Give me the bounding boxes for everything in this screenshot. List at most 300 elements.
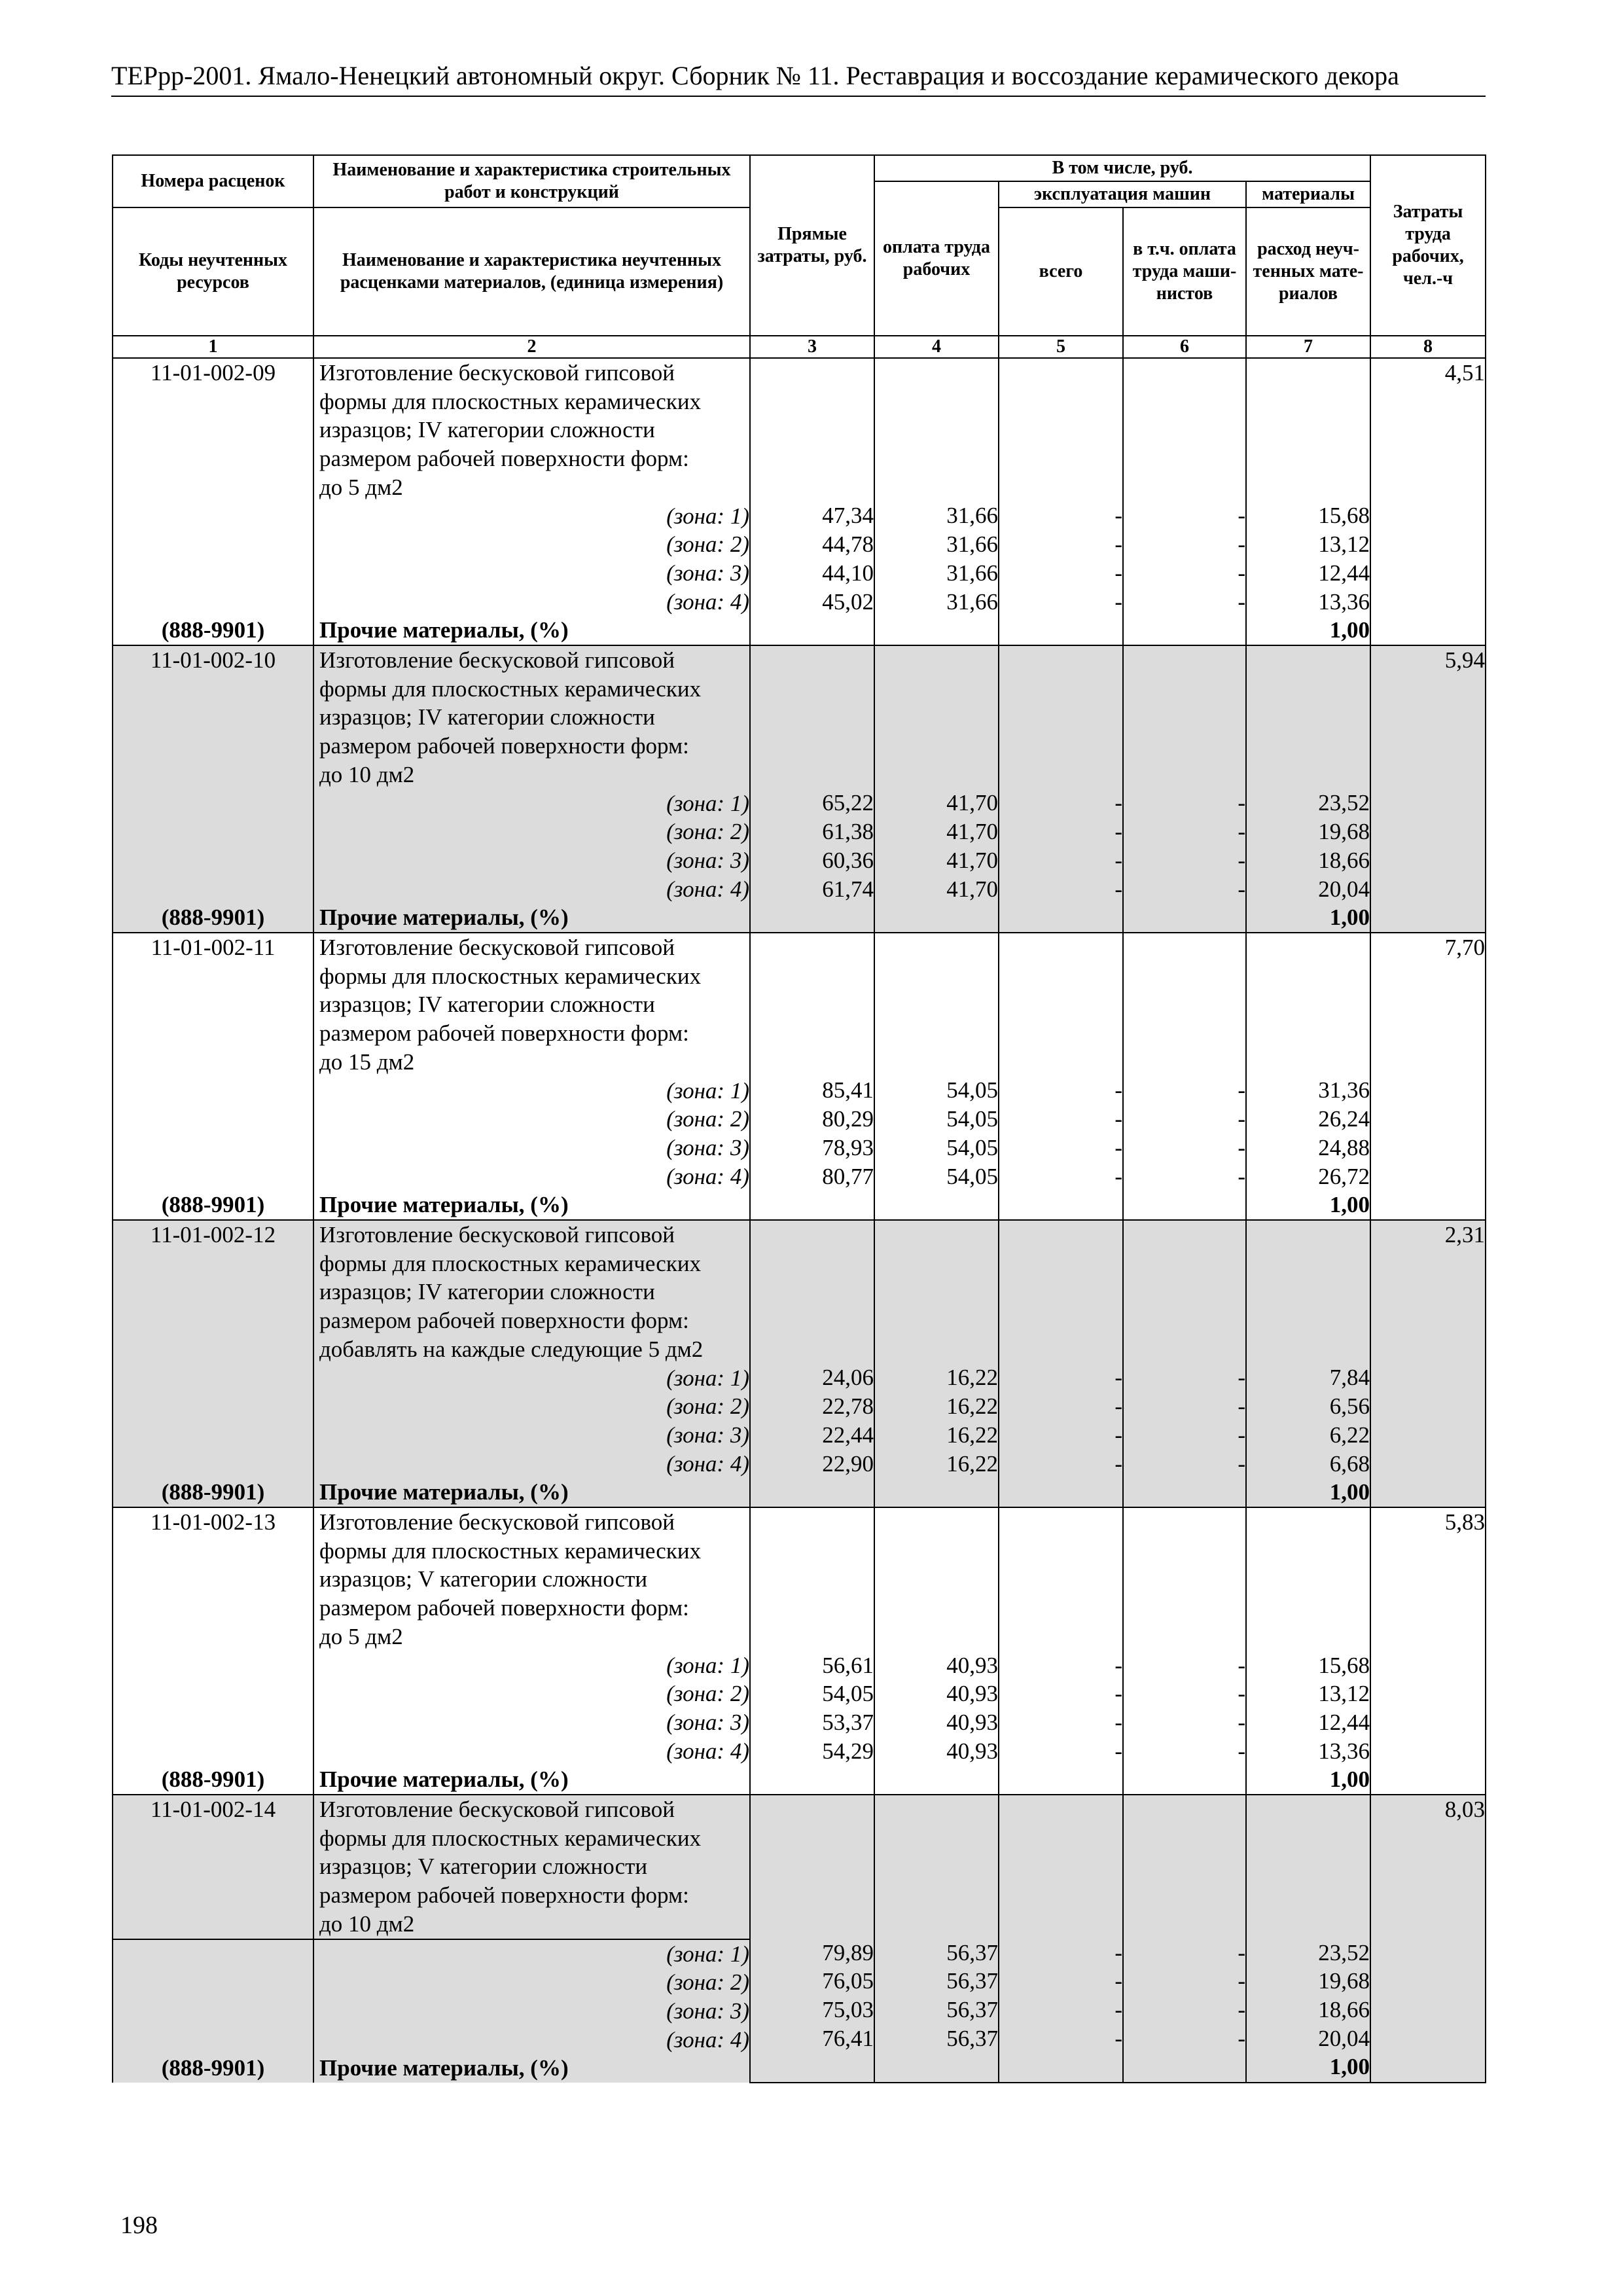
spacer — [875, 1795, 998, 1824]
description-line: изразцов; IV категории сложности — [319, 1279, 655, 1305]
zone-code-cell — [113, 1997, 313, 2026]
operator-pay-cell — [1123, 1507, 1246, 1795]
zone-direct-value: 53,37 — [822, 1709, 874, 1735]
spacer — [875, 1335, 998, 1364]
spacer — [1247, 1019, 1370, 1048]
spacer — [999, 1249, 1122, 1278]
zone-operators-value: - — [1238, 1163, 1245, 1189]
zone-code-cell — [113, 1679, 313, 1708]
spacer — [999, 1881, 1122, 1910]
spacer — [751, 933, 874, 962]
rate-code: 11-01-002-13 — [150, 1509, 276, 1535]
other-materials-name: Прочие материалы, (%) — [313, 903, 750, 933]
zone-label: (зона: 3) — [313, 1421, 750, 1450]
zone-materials-value: 26,72 — [1318, 1163, 1370, 1189]
zone-materials-value: 20,04 — [1318, 876, 1370, 902]
zone-pay-value: 54,05 — [946, 1163, 998, 1189]
zone-materials-value: 20,04 — [1318, 2025, 1370, 2051]
description-line: размером рабочей поверхности форм: — [319, 1308, 689, 1334]
zone-pay-value: 31,66 — [946, 560, 998, 586]
rate-code-cell — [113, 1795, 313, 1939]
spacer — [1247, 933, 1370, 962]
zone-code-cell — [113, 789, 313, 818]
zone-operators-value: - — [1238, 790, 1245, 816]
zone-machines-value: - — [1115, 1681, 1122, 1707]
spacer — [1124, 962, 1245, 991]
resource-code: (888-9901) — [113, 1478, 313, 1507]
spacer — [875, 1249, 998, 1278]
description-line: до 15 дм2 — [319, 1049, 415, 1075]
operator-pay-cell — [1123, 933, 1246, 1220]
spacer — [1124, 1221, 1245, 1249]
zone-machines-value: - — [1115, 1163, 1122, 1189]
col-number: 8 — [1370, 336, 1486, 358]
col-number: 2 — [313, 336, 750, 358]
zone-label: (зона: 3) — [313, 846, 750, 875]
materials-cell — [1246, 1795, 1370, 2083]
zone-direct-value: 22,78 — [822, 1393, 874, 1420]
zone-operators-value: - — [1238, 531, 1245, 558]
header-incl-operator-pay: в т.ч. оплата труда маши-нистов — [1123, 207, 1246, 336]
spacer — [999, 444, 1122, 473]
spacer — [999, 675, 1122, 704]
col-number: 4 — [874, 336, 999, 358]
spacer — [751, 1335, 874, 1364]
zone-materials-value: 19,68 — [1318, 1968, 1370, 1994]
spacer — [1247, 732, 1370, 761]
zone-operators-value: - — [1238, 2025, 1245, 2051]
rates-table — [112, 154, 1486, 2083]
spacer — [875, 1306, 998, 1335]
description-line: до 10 дм2 — [319, 761, 415, 787]
description-line: формы для плоскостных керамических — [319, 963, 702, 989]
rate-item-row — [113, 933, 1486, 1077]
zone-label: (зона: 4) — [313, 588, 750, 617]
rate-code: 11-01-002-11 — [151, 935, 276, 961]
spacer — [1124, 1881, 1245, 1910]
zone-label: (зона: 2) — [313, 1679, 750, 1708]
spacer — [751, 990, 874, 1019]
machines-cell — [999, 645, 1123, 933]
spacer — [751, 962, 874, 991]
zone-pay-value: 56,37 — [946, 1996, 998, 2022]
description-line: Изготовление бескусковой гипсовой — [319, 1797, 675, 1823]
spacer — [999, 473, 1122, 502]
spacer — [999, 387, 1122, 416]
spacer — [1247, 1910, 1370, 1939]
header-rule — [111, 96, 1486, 97]
machines-cell — [999, 1795, 1123, 2083]
spacer — [999, 990, 1122, 1019]
spacer — [1124, 646, 1245, 675]
description-line: Изготовление бескусковой гипсовой — [319, 935, 675, 961]
spacer — [1247, 1048, 1370, 1077]
spacer — [1124, 675, 1245, 704]
spacer — [751, 703, 874, 732]
zone-materials-value: 15,68 — [1318, 1652, 1370, 1678]
labor-cost: 7,70 — [1444, 935, 1486, 961]
direct-cost-cell — [750, 1507, 874, 1795]
zone-direct-value: 44,10 — [822, 560, 874, 586]
description-line: изразцов; V категории сложности — [319, 1854, 648, 1880]
zone-pay-value: 40,93 — [946, 1681, 998, 1707]
header-direct-costs: Прямые затраты, руб. — [750, 155, 874, 336]
labor-cost: 5,94 — [1444, 647, 1486, 673]
zone-label: (зона: 4) — [313, 2026, 750, 2054]
rate-description — [313, 358, 750, 502]
zone-machines-value: - — [1115, 1422, 1122, 1448]
spacer — [1247, 1565, 1370, 1594]
zone-operators-value: - — [1238, 1077, 1245, 1103]
spacer — [1124, 1048, 1245, 1077]
materials-cell — [1246, 645, 1370, 933]
spacer — [999, 703, 1122, 732]
spacer — [875, 387, 998, 416]
zone-code-cell — [113, 1162, 313, 1191]
zone-machines-value: - — [1115, 503, 1122, 529]
zone-pay-value: 31,66 — [946, 531, 998, 558]
zone-machines-value: - — [1115, 1939, 1122, 1965]
zone-label: (зона: 2) — [313, 1968, 750, 1997]
spacer — [751, 1306, 874, 1335]
zone-machines-value: - — [1115, 1738, 1122, 1764]
resource-code: (888-9901) — [113, 2054, 313, 2083]
rate-description — [313, 933, 750, 1077]
spacer — [1124, 1537, 1245, 1566]
spacer — [751, 1019, 874, 1048]
zone-direct-value: 47,34 — [822, 503, 874, 529]
zone-operators-value: - — [1238, 1365, 1245, 1391]
header-worker-pay: оплата труда рабочих — [874, 181, 999, 336]
zone-materials-value: 18,66 — [1318, 847, 1370, 873]
zone-materials-value: 26,24 — [1318, 1106, 1370, 1132]
zone-materials-value: 12,44 — [1318, 560, 1370, 586]
zone-label: (зона: 1) — [313, 1939, 750, 1969]
spacer — [1247, 761, 1370, 789]
rate-code-cell — [113, 933, 313, 1077]
description-line: добавлять на каждые следующие 5 дм2 — [319, 1336, 704, 1362]
worker-pay-cell — [874, 1795, 999, 2083]
zone-operators-value: - — [1238, 1134, 1245, 1160]
spacer — [1247, 646, 1370, 675]
resource-code: (888-9901) — [113, 616, 313, 645]
other-materials-name: Прочие материалы, (%) — [313, 1478, 750, 1507]
description-line: до 5 дм2 — [319, 474, 403, 500]
spacer — [999, 1221, 1122, 1249]
spacer — [875, 1623, 998, 1651]
header-work-name: Наименование и характеристика строительных работ и конструкций — [313, 155, 750, 207]
header-including: В том числе, руб. — [874, 155, 1370, 181]
spacer — [1247, 1306, 1370, 1335]
zone-label: (зона: 2) — [313, 817, 750, 846]
spacer — [1247, 675, 1370, 704]
rate-code-cell — [113, 645, 313, 789]
zone-label: (зона: 1) — [313, 1364, 750, 1393]
spacer — [999, 1824, 1122, 1853]
zone-machines-value: - — [1115, 1106, 1122, 1132]
zone-machines-value: - — [1115, 1968, 1122, 1994]
spacer — [751, 473, 874, 502]
zone-code-cell — [113, 2026, 313, 2054]
zone-pay-value: 40,93 — [946, 1738, 998, 1764]
spacer — [751, 761, 874, 789]
rate-code: 11-01-002-10 — [150, 647, 276, 673]
zone-direct-value: 61,38 — [822, 819, 874, 845]
zone-operators-value: - — [1238, 1422, 1245, 1448]
spacer — [1247, 1508, 1370, 1537]
description-line: размером рабочей поверхности форм: — [319, 1882, 689, 1909]
zone-operators-value: - — [1238, 1681, 1245, 1707]
other-materials-name: Прочие материалы, (%) — [313, 616, 750, 645]
zone-direct-value: 22,44 — [822, 1422, 874, 1448]
zone-materials-value: 6,22 — [1329, 1422, 1370, 1448]
labor-cost-cell — [1370, 1220, 1486, 1507]
other-materials-value: 1,00 — [1329, 2054, 1370, 2080]
spacer — [1247, 1335, 1370, 1364]
spacer — [751, 1623, 874, 1651]
rate-description — [313, 1795, 750, 1939]
spacer — [751, 1910, 874, 1939]
zone-pay-value: 31,66 — [946, 503, 998, 529]
header-material-consumption: расход неуч-тенных мате-риалов — [1246, 207, 1370, 336]
worker-pay-cell — [874, 1507, 999, 1795]
zone-operators-value: - — [1238, 1652, 1245, 1678]
spacer — [999, 1019, 1122, 1048]
description-line: Изготовление бескусковой гипсовой — [319, 647, 675, 673]
zone-pay-value: 41,70 — [946, 847, 998, 873]
zone-operators-value: - — [1238, 503, 1245, 529]
spacer — [751, 1852, 874, 1881]
operator-pay-cell — [1123, 1220, 1246, 1507]
spacer — [875, 933, 998, 962]
zone-machines-value: - — [1115, 560, 1122, 586]
materials-cell — [1246, 933, 1370, 1220]
spacer — [1247, 1278, 1370, 1306]
header-material-name: Наименование и характеристика неучтенных расценками материалов, (единица измерения) — [313, 207, 750, 336]
materials-cell — [1246, 358, 1370, 645]
page-number: 198 — [120, 2212, 158, 2239]
labor-cost-cell — [1370, 1795, 1486, 2083]
spacer — [999, 1306, 1122, 1335]
zone-machines-value: - — [1115, 819, 1122, 845]
zone-code-cell — [113, 1421, 313, 1450]
spacer — [875, 962, 998, 991]
column-numbers-row — [113, 336, 1486, 358]
spacer — [1124, 1019, 1245, 1048]
zone-materials-value: 7,84 — [1329, 1365, 1370, 1391]
zone-operators-value: - — [1238, 1996, 1245, 2022]
zone-pay-value: 16,22 — [946, 1393, 998, 1420]
zone-label: (зона: 4) — [313, 875, 750, 904]
rate-description — [313, 1220, 750, 1364]
zone-pay-value: 31,66 — [946, 588, 998, 615]
spacer — [999, 1278, 1122, 1306]
zone-code-cell — [113, 1364, 313, 1393]
spacer — [875, 1910, 998, 1939]
zone-pay-value: 41,70 — [946, 876, 998, 902]
other-materials-value: 1,00 — [1329, 617, 1370, 643]
spacer — [751, 646, 874, 675]
zone-materials-value: 23,52 — [1318, 790, 1370, 816]
spacer — [1247, 1824, 1370, 1853]
description-line: формы для плоскостных керамических — [319, 1537, 702, 1564]
zone-label: (зона: 2) — [313, 530, 750, 559]
spacer — [875, 646, 998, 675]
description-line: до 10 дм2 — [319, 1910, 415, 1937]
spacer — [751, 1881, 874, 1910]
spacer — [875, 1824, 998, 1853]
col-number: 5 — [999, 336, 1123, 358]
spacer — [1124, 359, 1245, 387]
machines-cell — [999, 358, 1123, 645]
zone-direct-value: 56,61 — [822, 1652, 874, 1678]
zone-materials-value: 12,44 — [1318, 1709, 1370, 1735]
spacer — [999, 962, 1122, 991]
col-number: 6 — [1123, 336, 1246, 358]
spacer — [1247, 473, 1370, 502]
spacer — [1124, 473, 1245, 502]
spacer — [999, 1335, 1122, 1364]
spacer — [1247, 1537, 1370, 1566]
spacer — [751, 1795, 874, 1824]
zone-machines-value: - — [1115, 790, 1122, 816]
zone-code-cell — [113, 817, 313, 846]
spacer — [1247, 962, 1370, 991]
zone-machines-value: - — [1115, 1393, 1122, 1420]
spacer — [751, 1508, 874, 1537]
spacer — [1124, 444, 1245, 473]
direct-cost-cell — [750, 645, 874, 933]
col-number: 1 — [113, 336, 313, 358]
spacer — [875, 1594, 998, 1623]
spacer — [751, 1537, 874, 1566]
zone-materials-value: 31,36 — [1318, 1077, 1370, 1103]
zone-machines-value: - — [1115, 1996, 1122, 2022]
zone-pay-value: 41,70 — [946, 819, 998, 845]
spacer — [1124, 1565, 1245, 1594]
labor-cost: 4,51 — [1444, 360, 1486, 386]
spacer — [1247, 1852, 1370, 1881]
zone-label: (зона: 3) — [313, 1997, 750, 2026]
spacer — [999, 416, 1122, 444]
spacer — [999, 761, 1122, 789]
header-rate-numbers: Номера расценок — [113, 155, 313, 207]
zone-operators-value: - — [1238, 560, 1245, 586]
zone-label: (зона: 3) — [313, 559, 750, 588]
rate-code-cell — [113, 358, 313, 502]
spacer — [875, 473, 998, 502]
operator-pay-cell — [1123, 1795, 1246, 2083]
other-materials-value: 1,00 — [1329, 1479, 1370, 1505]
description-line: изразцов; IV категории сложности — [319, 704, 655, 730]
description-line: формы для плоскостных керамических — [319, 388, 702, 414]
zone-code-cell — [113, 1708, 313, 1737]
spacer — [1247, 359, 1370, 387]
other-materials-name: Прочие материалы, (%) — [313, 1765, 750, 1795]
rate-description — [313, 645, 750, 789]
labor-cost-cell — [1370, 1507, 1486, 1795]
spacer — [751, 732, 874, 761]
spacer — [999, 1910, 1122, 1939]
zone-materials-value: 24,88 — [1318, 1134, 1370, 1160]
spacer — [999, 1594, 1122, 1623]
zone-operators-value: - — [1238, 1709, 1245, 1735]
zone-direct-value: 75,03 — [822, 1996, 874, 2022]
zone-label: (зона: 4) — [313, 1162, 750, 1191]
rate-item-row — [113, 1220, 1486, 1364]
zone-label: (зона: 4) — [313, 1450, 750, 1479]
zone-operators-value: - — [1238, 847, 1245, 873]
zone-direct-value: 85,41 — [822, 1077, 874, 1103]
zone-machines-value: - — [1115, 531, 1122, 558]
table-header — [113, 155, 1486, 358]
zone-code-cell — [113, 1450, 313, 1479]
spacer — [751, 1565, 874, 1594]
zone-machines-value: - — [1115, 1652, 1122, 1678]
spacer — [751, 1221, 874, 1249]
zone-label: (зона: 4) — [313, 1737, 750, 1766]
zone-operators-value: - — [1238, 819, 1245, 845]
spacer — [875, 675, 998, 704]
zone-direct-value: 54,29 — [822, 1738, 874, 1764]
zone-materials-value: 6,56 — [1329, 1393, 1370, 1420]
zone-pay-value: 16,22 — [946, 1422, 998, 1448]
page-header: ТЕРрр-2001. Ямало-Ненецкий автономный округ. Сборник № 11. Реставрация и воссоздание керамического декора — [111, 61, 1399, 90]
resource-code: (888-9901) — [113, 1191, 313, 1220]
spacer — [1247, 1249, 1370, 1278]
spacer — [875, 732, 998, 761]
spacer — [875, 1852, 998, 1881]
spacer — [1247, 387, 1370, 416]
spacer — [1124, 703, 1245, 732]
spacer — [1124, 1249, 1245, 1278]
zone-machines-value: - — [1115, 847, 1122, 873]
other-materials-name: Прочие материалы, (%) — [313, 2054, 750, 2083]
zone-machines-value: - — [1115, 1709, 1122, 1735]
spacer — [1247, 1594, 1370, 1623]
spacer — [1247, 1881, 1370, 1910]
col-number: 3 — [750, 336, 874, 358]
zone-materials-value: 13,36 — [1318, 588, 1370, 615]
description-line: размером рабочей поверхности форм: — [319, 1020, 689, 1047]
spacer — [875, 1048, 998, 1077]
header-labor-costs: Затраты труда рабочих, чел.-ч — [1370, 155, 1486, 336]
rate-code-cell — [113, 1507, 313, 1651]
zone-direct-value: 60,36 — [822, 847, 874, 873]
spacer — [875, 359, 998, 387]
spacer — [1124, 761, 1245, 789]
zone-machines-value: - — [1115, 588, 1122, 615]
description-line: изразцов; IV категории сложности — [319, 992, 655, 1018]
zone-materials-value: 13,36 — [1318, 1738, 1370, 1764]
description-line: до 5 дм2 — [319, 1623, 403, 1649]
direct-cost-cell — [750, 358, 874, 645]
zone-operators-value: - — [1238, 1450, 1245, 1477]
description-line: изразцов; V категории сложности — [319, 1566, 648, 1592]
worker-pay-cell — [874, 1220, 999, 1507]
spacer — [751, 1824, 874, 1853]
machines-cell — [999, 1220, 1123, 1507]
zone-label: (зона: 2) — [313, 1105, 750, 1134]
zone-code-cell — [113, 1651, 313, 1680]
zone-direct-value: 22,90 — [822, 1450, 874, 1477]
zone-materials-value: 13,12 — [1318, 1681, 1370, 1707]
zone-materials-value: 23,52 — [1318, 1939, 1370, 1965]
other-materials-value: 1,00 — [1329, 1767, 1370, 1793]
zone-pay-value: 54,05 — [946, 1106, 998, 1132]
spacer — [1124, 1594, 1245, 1623]
zone-label: (зона: 1) — [313, 1651, 750, 1680]
